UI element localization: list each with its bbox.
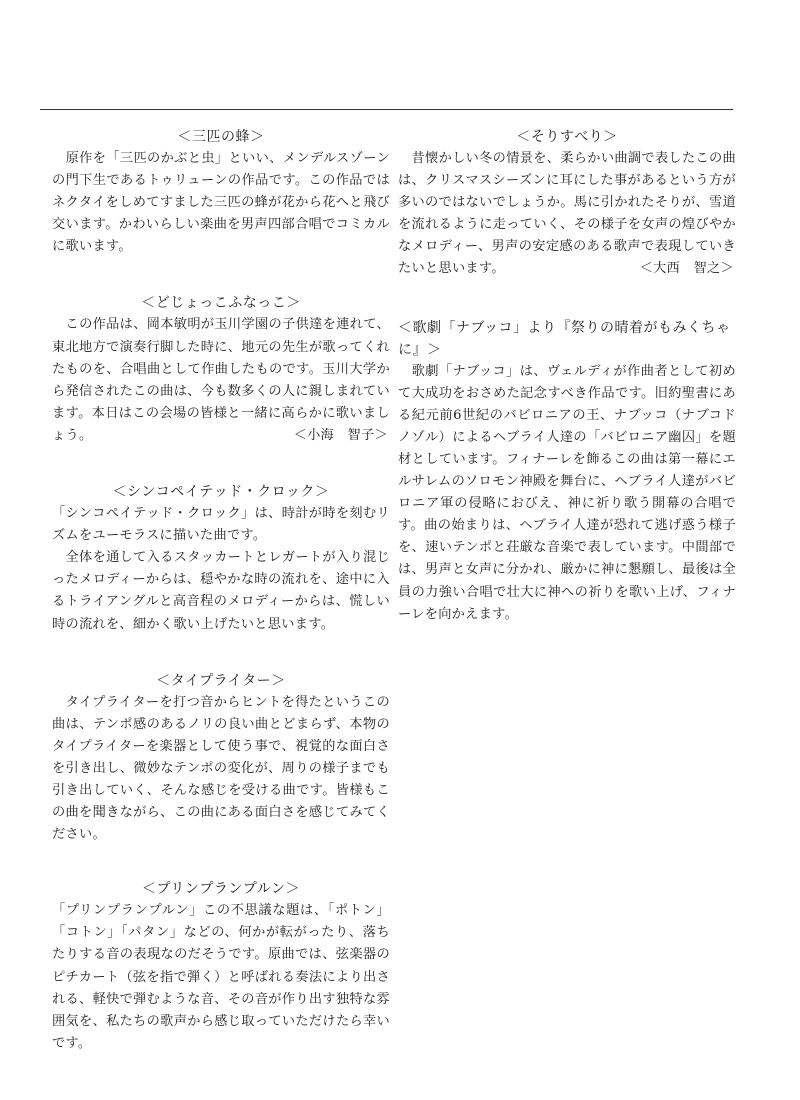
section-author: ＜小海 智子＞ <box>293 427 388 443</box>
note-plink-plank-plunk <box>52 878 390 1055</box>
left-column <box>52 126 390 1055</box>
section-title: ＜タイプライター＞ <box>156 672 286 689</box>
section-title: ＜どじょっこふなっこ＞ <box>141 295 301 312</box>
note-typewriter <box>52 670 390 847</box>
section-body: タイプライターを打つ音からヒントを得たというこの曲は、テンポ感のあるノリの良い曲とどまらず、本物のタイプライターを楽器として使う事で、視覚的な面白さを引き出し、微妙なテンポの変化が、周りの様子までも引き出していく、そんな感じを受ける曲です。皆様もこの曲を聞きながら、この曲にある面白さを感じてみてください。 <box>52 694 390 843</box>
section-title: ＜三匹の蜂＞ <box>177 129 265 145</box>
section-title: ＜歌劇「ナブッコ」より『祭りの晴着がもみくちゃに』＞ <box>398 319 731 358</box>
note-nabucco <box>398 317 736 626</box>
section-body-text: この作品は、岡本敏明が玉川学園の子供達を連れて、東北地方で演奏行脚した時に、地元の先生が歌ってくれたものを、合唱曲として作曲したものです。玉川大学から発信されたこの曲は、今も数多くの人に親しまれています。本日はこの会場の皆様と一緒に高らかに歌いましょう。 <box>52 317 390 443</box>
note-sleigh-ride <box>398 126 736 281</box>
note-syncopated-clock <box>52 481 390 636</box>
section-body-text: 昔懐かしい冬の情景を、柔らかい曲調で表したこの曲は、クリスマスシーズンに耳にした事があるという方が多いのではないでしょうか。馬に引かれたそりが、雪道を流れるように走っていく、その様子を女声の煌びやかなメロディー、男声の安定感のある歌声で表現していきたいと思います。 <box>398 151 736 277</box>
note-sanbiki-no-hachi <box>52 126 390 258</box>
right-column <box>398 126 736 626</box>
section-body: 歌劇「ナブッコ」は、ヴェルディが作曲者として初めて大成功をおさめた記念すべき作品です。旧約聖書にある紀元前6世紀のバビロニアの王、ナブッコ（ナブコドノゾル）によるヘブライ人達の「バビロニア幽囚」を題材としています。フィナーレを飾るこの曲は第一幕にエルサレムのソロモン神殿を舞台に、ヘブライ人達がバビロニア軍の侵略におびえ、神に祈り歌う開幕の合唱です。曲の始まりは、ヘブライ人達が恐れて逃げ惑う様子を、速いテンポと荘厳な音楽で表しています。中間部では、男声と女声に分かれ、厳かに神に懇願し、最後は全員の力強い合唱で壮大に神への祈りを歌い上げ、フィナーレを向かえます。 <box>398 363 736 622</box>
section-body: 原作を「三匹のかぶと虫」といい、メンデルスゾーンの門下生であるトゥリューンの作品です。この作品ではネクタイをしめてすました三匹の蜂が花から花へと飛び交います。かわいらしい楽曲を男声四部合唱でコミカルに歌います。 <box>52 151 390 255</box>
section-body <box>398 148 736 281</box>
note-dojokko-funakko <box>52 292 390 447</box>
section-body: 「プリンプランプルン」この不思議な題は、「ポトン」「コトン」「パタン」などの、何かが転がったり、落ちたりする音の表現なのだそうです。原曲では、弦楽器のピチカート（弦を指で弾く）と呼ばれる奏法により出される、軽快で弾むような音、その音が作り出す独特な雰囲気を、私たちの歌声から感じ取っていただけたら幸いです。 <box>52 903 390 1051</box>
header-rule <box>40 109 733 110</box>
section-title: ＜シンコペイテッド・クロック＞ <box>112 484 330 501</box>
section-title: ＜そりすべり＞ <box>516 129 618 145</box>
section-body <box>52 314 390 447</box>
section-title: ＜プリンプランプルン＞ <box>141 881 301 898</box>
section-author: ＜大西 智之＞ <box>639 261 734 277</box>
section-body: 「シンコペイテッド・クロック」は、時計が時を刻むリズムをユーモラスに描いた曲です。 全体を通して入るスタッカートとレガートが入り混じったメロディーからは、穏やかな時の流れを、途中に入るトライアングルと高音程のメロディーからは、慌しい時の流れを、細かく歌い上げたいと思います。 <box>52 506 390 632</box>
